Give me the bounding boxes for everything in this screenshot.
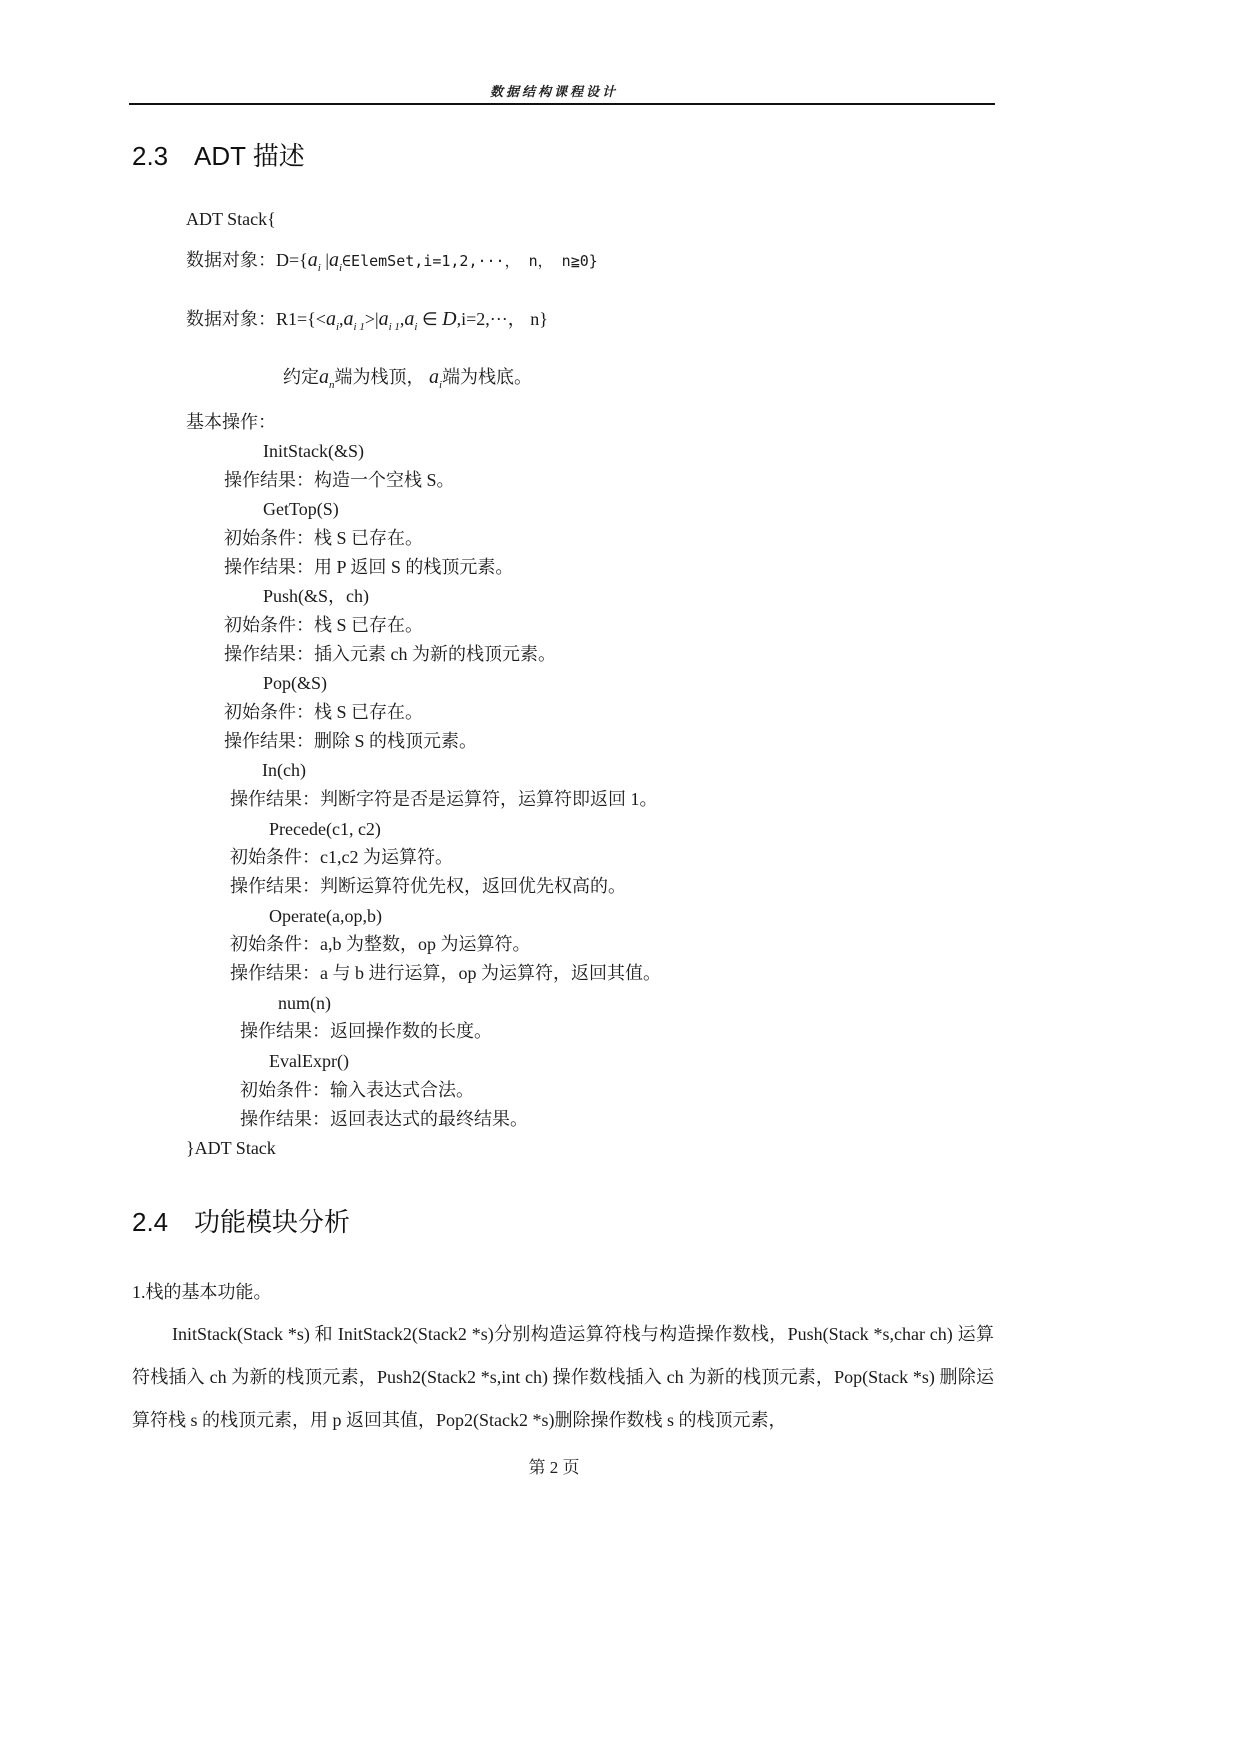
- r1-suffix: ,i=2,···， n}: [456, 309, 548, 329]
- op-description: 操作结果：构造一个空栈 S。: [224, 470, 455, 490]
- subscript-i: i: [335, 321, 340, 333]
- section-heading-2-3: [132, 136, 305, 173]
- element-a: a: [307, 249, 318, 271]
- subscript-i-minus-1: i 1: [388, 321, 400, 333]
- subscript-i-minus-1: i 1: [353, 321, 365, 333]
- op-description: 初始条件：栈 S 已存在。: [224, 528, 424, 548]
- set-d: D: [442, 308, 457, 330]
- op-description: 初始条件：a,b 为整数，op 为运算符。: [230, 934, 531, 954]
- section-title: ADT 描述: [194, 141, 305, 171]
- op-signature: Push(&S，ch): [263, 586, 370, 606]
- subscript-i: i: [439, 379, 443, 391]
- section-number: 2.4: [132, 1207, 169, 1237]
- convention-prefix: 约定: [283, 367, 319, 387]
- adt-data-object-r1: 数据对象：$R1=\{<a_i,a_{i 1}>|a_{i 1},a_i$ ∈ D,i=2,···， n}: [186, 308, 548, 333]
- d-suffix: ∈ElemSet,i=1,2,···， n， n≧0}: [342, 252, 598, 270]
- r1-label: 数据对象：: [186, 309, 276, 329]
- op-description: 操作结果：返回操作数的长度。: [240, 1021, 492, 1041]
- op-signature: In(ch): [262, 760, 306, 780]
- op-signature: num(n): [278, 993, 331, 1013]
- element-a: a: [328, 249, 339, 271]
- section-title: 功能模块分析: [194, 1207, 351, 1237]
- subscript-i: i: [338, 262, 343, 274]
- op-signature: Pop(&S): [263, 673, 328, 693]
- section-number: 2.3: [132, 141, 169, 171]
- data-object-label: 数据对象：: [186, 250, 276, 270]
- op-description: 操作结果：用 P 返回 S 的栈顶元素。: [224, 557, 514, 577]
- list-item-heading: 1.栈的基本功能。: [132, 1282, 272, 1302]
- op-description: 操作结果：返回表达式的最终结果。: [240, 1109, 528, 1129]
- op-signature: Operate(a,op,b): [269, 906, 382, 926]
- adt-convention: [283, 366, 532, 396]
- element-of: ∈: [421, 309, 438, 329]
- separator-bar: |: [325, 250, 329, 270]
- op-description: 操作结果：判断运算符优先权，返回优先权高的。: [230, 876, 626, 896]
- convention-bottom: 端为栈底。: [442, 367, 533, 387]
- r1-mid: >|: [364, 309, 379, 329]
- page-number: 第 2 页: [528, 1458, 580, 1477]
- element-a: a: [343, 308, 354, 330]
- adt-open: ADT Stack{: [186, 209, 276, 229]
- adt-data-object-d: [186, 249, 598, 279]
- element-a: a: [429, 366, 439, 388]
- op-signature: GetTop(S): [263, 499, 339, 519]
- op-signature: EvalExpr(): [269, 1051, 349, 1071]
- running-header: 数据结构课程设计: [489, 85, 618, 100]
- subscript-n: n: [329, 379, 335, 391]
- op-description: 操作结果：a 与 b 进行运算，op 为运算符，返回其值。: [230, 963, 661, 983]
- header-rule: [129, 103, 995, 105]
- element-a: a: [325, 308, 336, 330]
- op-description: 操作结果：删除 S 的栈顶元素。: [224, 731, 478, 751]
- op-signature: InitStack(&S): [263, 441, 364, 461]
- op-description: 初始条件：栈 S 已存在。: [224, 702, 424, 722]
- subscript-i: i: [414, 321, 418, 333]
- op-description: 初始条件：c1,c2 为运算符。: [230, 847, 453, 867]
- section-heading-2-4: [132, 1202, 350, 1239]
- op-signature: Precede(c1, c2): [269, 819, 381, 839]
- basic-ops-label: 基本操作：: [186, 412, 276, 432]
- adt-close: }ADT Stack: [186, 1138, 276, 1158]
- element-a: a: [404, 308, 415, 330]
- element-a: a: [378, 308, 389, 330]
- subscript-i: i: [317, 262, 321, 274]
- op-description: 操作结果：插入元素 ch 为新的栈顶元素。: [224, 644, 556, 664]
- convention-top: 端为栈顶，: [334, 367, 425, 387]
- op-description: 操作结果：判断字符是否是运算符，运算符即返回 1。: [230, 789, 658, 809]
- d-prefix: D={: [276, 250, 308, 270]
- element-a: a: [319, 366, 329, 388]
- paragraph-text: InitStack(Stack *s) 和 InitStack2(Stack2 *s)分别构造运算符栈与构造操作数栈，Push(Stack *s,char ch) 运算符栈插入 ch 为新的栈顶元素，Push2(Stack2 *s,int ch) 操作数栈插入 ch 为新的栈顶元素，Pop(Stack *s) 删除运算符栈 s 的栈顶元素，用 p 返回其值，Pop2(Stack2 *s)删除操作数栈 s 的栈顶元素，: [132, 1324, 994, 1430]
- r1-prefix: R1={<: [276, 309, 326, 329]
- op-description: 初始条件：栈 S 已存在。: [224, 615, 424, 635]
- op-description: 初始条件：输入表达式合法。: [240, 1080, 474, 1100]
- body-paragraph: [132, 1313, 994, 1442]
